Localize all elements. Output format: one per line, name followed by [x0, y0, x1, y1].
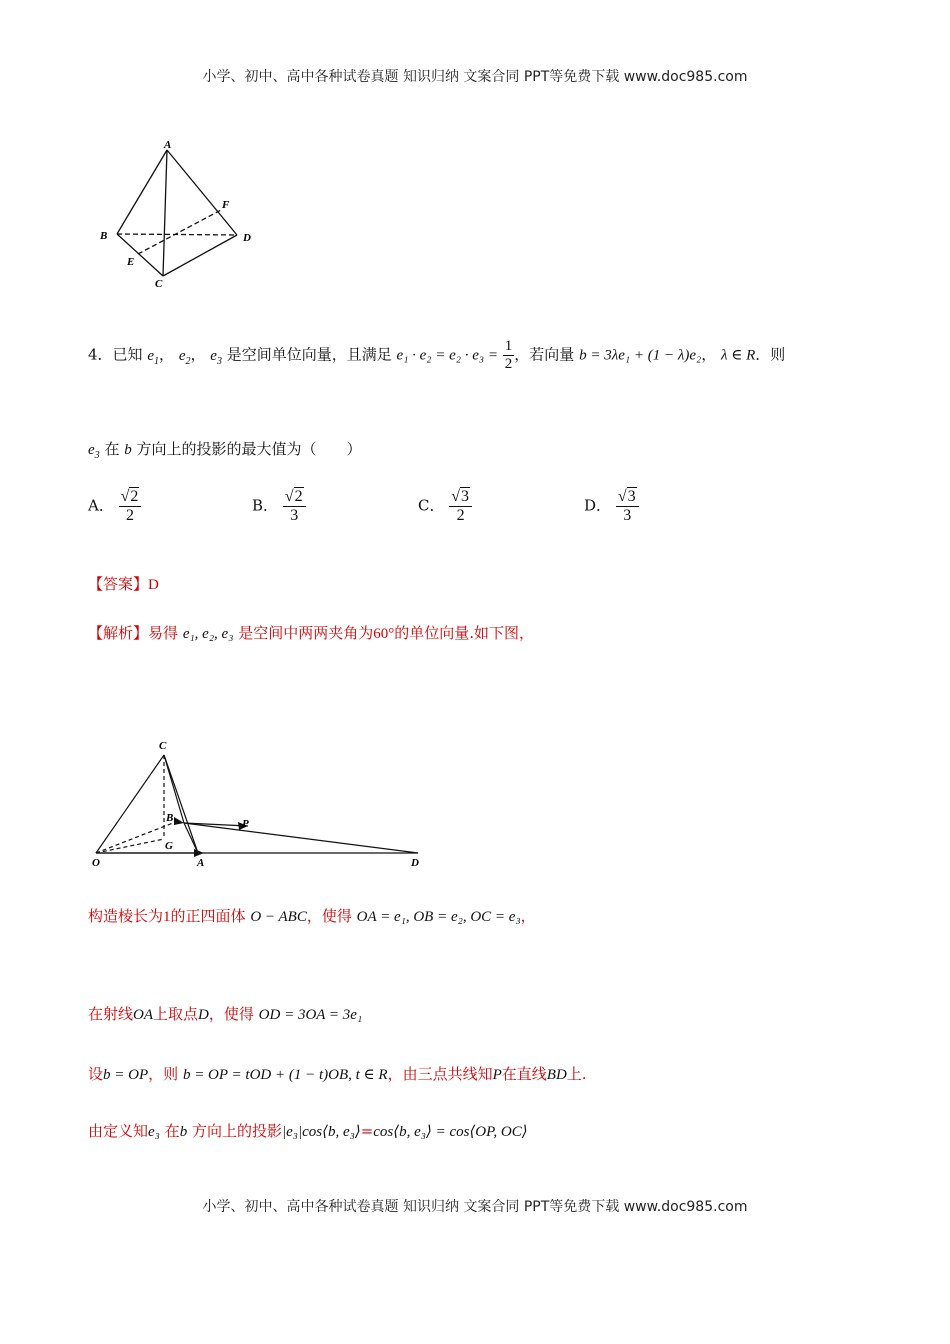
od-equation: OD = 3OA = 3e₁ [258, 1007, 363, 1023]
question-number: 4． [88, 345, 113, 364]
option-c[interactable]: C． $\frac{√3}{2}$ [418, 488, 472, 525]
cosine-equation: cos⟨b, e₃⟩ = cos⟨OP, OC⟩ [373, 1124, 528, 1140]
edge-ba [184, 823, 198, 853]
tetrahedron-figure [95, 138, 265, 293]
option-d-value: $\frac{√3}{3}$ [616, 488, 639, 525]
vector-assignment: OA = e₁, OB = e₂, OC = e₃ [356, 909, 521, 925]
question-line-2: $e_3$ 在 b 方向上的投影的最大值为（ ） [88, 440, 362, 461]
label-d: D [411, 857, 419, 869]
analysis-label: 【解析】 [88, 624, 149, 642]
vec-e2: $e_2$ [178, 347, 191, 367]
vec-e3: $e_3$ [88, 442, 100, 461]
label-a: A [164, 139, 172, 151]
answer-line [88, 573, 159, 594]
answer-label: 【答案】 [88, 575, 149, 593]
condition-equation: e₁ · e₂ = e₂ · e₃ = [396, 347, 499, 364]
label-o: O [92, 857, 100, 869]
edge-ad [167, 150, 237, 235]
label-a: A [197, 857, 205, 869]
edge-bc [117, 234, 163, 276]
segment-ef-hidden [138, 210, 221, 254]
label-c: C [155, 278, 163, 290]
label-p: P [242, 818, 249, 830]
tetrahedron-name: O − ABC [250, 909, 307, 925]
label-c: C [159, 740, 167, 752]
page-footer: 小学、初中、高中各种试卷真题 知识归纳 文案合同 PPT等免费下载 www.doc985.com [202, 1199, 748, 1215]
label-d: D [243, 232, 251, 244]
option-a-value: $\frac{√2}{2}$ [119, 488, 142, 525]
regular-tetrahedron-figure [88, 735, 428, 870]
option-d[interactable]: D． $\frac{√3}{3}$ [584, 488, 639, 525]
vec-b: b [124, 442, 132, 458]
option-a[interactable]: A． $\frac{√2}{2}$ [88, 488, 141, 525]
vec-e3: $e_3$ [210, 347, 222, 367]
label-f: F [222, 199, 230, 211]
edge-ca [164, 755, 198, 853]
edge-cd [163, 235, 237, 276]
segment-og-hidden [96, 839, 164, 853]
edge-ab [117, 150, 167, 234]
edge-ac [163, 150, 167, 276]
solution-line-3: 设b = OP，则 b = OP = tOD + (1 − t)OB, t ∈ R，由三点共线知P在直线BD上. [88, 1065, 587, 1083]
solution-line-4: 由定义知e₃ 在b 方向上的投影|e₃|cos⟨b, e₃⟩=cos⟨b, e₃⟩ = cos⟨OP, OC⟩ [88, 1122, 528, 1140]
label-b: B [100, 230, 108, 242]
fraction-half: $\frac{1}{2}$ [504, 338, 513, 372]
edge-oc [96, 755, 164, 853]
option-c-value: $\frac{√3}{2}$ [449, 488, 472, 525]
label-g: G [165, 840, 173, 852]
vector-b-definition: b = 3λe₁ + (1 − λ)e₂ [579, 347, 702, 364]
vec-e1: $e_1$ [147, 347, 160, 367]
option-b[interactable]: B． $\frac{√2}{3}$ [252, 488, 306, 525]
label-b: B [166, 812, 174, 824]
answer-value: D [148, 577, 159, 593]
option-b-value: $\frac{√2}{3}$ [283, 488, 306, 525]
page-header: 小学、初中、高中各种试卷真题 知识归纳 文案合同 PPT等免费下载 www.doc985.com [202, 69, 748, 85]
label-e: E [127, 256, 135, 268]
arrow-a [194, 849, 204, 857]
vecs-e1-e2-e3: e₁, e₂, e₃ [182, 626, 234, 642]
analysis-line: 【解析】易得 e₁, e₂, e₃ 是空间中两两夹角为60°的单位向量.如下图， [88, 624, 535, 642]
lambda-domain: λ ∈ R [721, 347, 756, 364]
question-line-1: 4．已知 $e_1$， $e_2$， $e_3$ 是空间单位向量，且满足 e₁ · e₂ = e₂ · e₃ = $\frac{1}{2}$ ，若向量 b = 3λe₁ + (1 − λ)e₂， λ ∈ R．则 [88, 338, 786, 372]
projection-expression: |e₃|cos⟨b, e₃⟩ [281, 1124, 361, 1140]
solution-line-2: 在射线OA上取点D，使得 OD = 3OA = 3e₁ [88, 1005, 363, 1023]
solution-line-1: 构造棱长为1的正四面体 O − ABC，使得 OA = e₁, OB = e₂, OC = e₃， [88, 907, 536, 925]
angle-value: 60° [373, 626, 395, 642]
op-equation: b = OP = tOD + (1 − t)OB, t ∈ R [182, 1067, 388, 1083]
line-bd [184, 823, 418, 853]
edge-bd-hidden [117, 234, 237, 235]
